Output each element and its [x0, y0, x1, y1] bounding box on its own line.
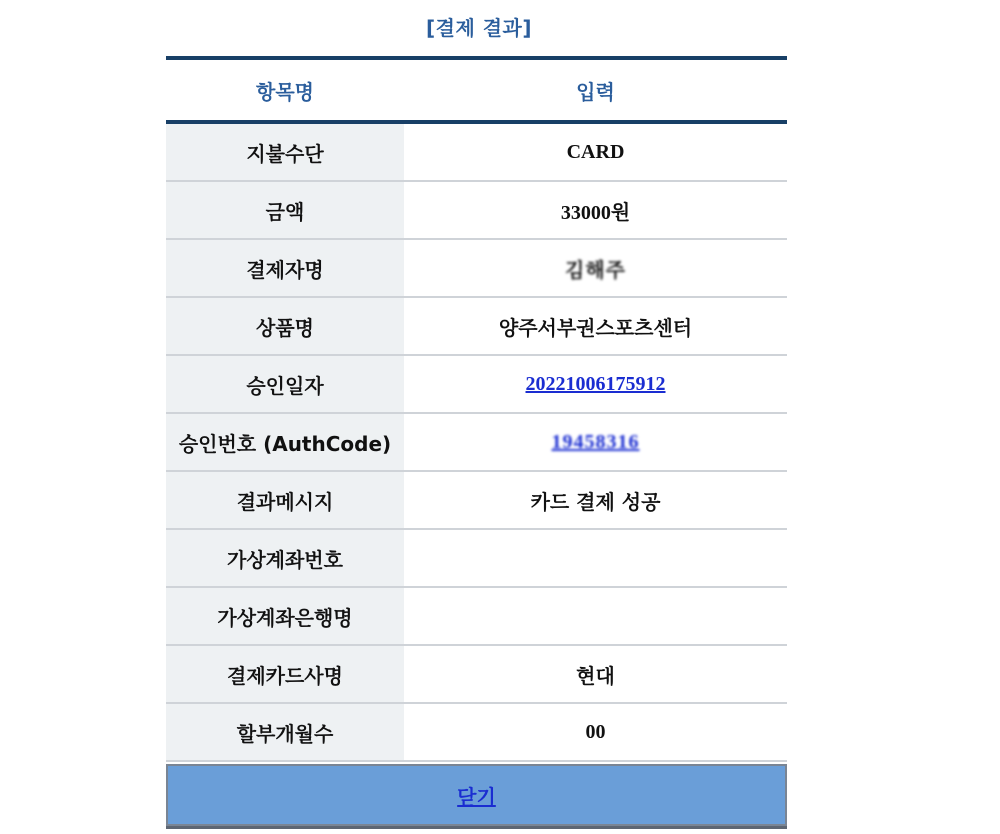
row-label-result-message: 결과메시지: [166, 471, 404, 529]
row-value-virtual-account-bank: [404, 587, 787, 645]
row-value-auth-code: [404, 413, 787, 471]
row-value-result-message: 카드 결제 성공: [404, 471, 787, 529]
column-header-item-name: 항목명: [166, 58, 404, 122]
table-row: [166, 529, 787, 587]
table-row: [166, 122, 787, 181]
table-row: [166, 413, 787, 471]
table-row: [166, 587, 787, 645]
auth-code-link[interactable]: 19458316: [551, 430, 640, 453]
payment-result-table: [166, 56, 787, 762]
row-label-approval-date: 승인일자: [166, 355, 404, 413]
table-row: [166, 471, 787, 529]
table-row: [166, 645, 787, 703]
row-label-virtual-account-bank: 가상계좌은행명: [166, 587, 404, 645]
table-header-row: [166, 58, 787, 122]
row-label-payment-method: 지불수단: [166, 122, 404, 181]
row-value-installment-months: 00: [404, 703, 787, 761]
row-value-card-company: 현대: [404, 645, 787, 703]
row-value-product-name: 양주서부권스포츠센터: [404, 297, 787, 355]
row-value-payer-name: [404, 239, 787, 297]
row-label-auth-code: 승인번호 (AuthCode): [166, 413, 404, 471]
row-label-amount: 금액: [166, 181, 404, 239]
approval-date-link[interactable]: 20221006175912: [525, 372, 666, 395]
close-bar[interactable]: [166, 764, 787, 826]
row-value-payment-method: CARD: [404, 122, 787, 181]
row-value-approval-date: [404, 355, 787, 413]
table-row: [166, 355, 787, 413]
payer-name-text: 김해주: [565, 257, 626, 282]
close-button[interactable]: 닫기: [457, 784, 496, 809]
row-label-payer-name: 결제자명: [166, 239, 404, 297]
table-row: [166, 703, 787, 761]
row-label-product-name: 상품명: [166, 297, 404, 355]
column-header-input: 입력: [404, 58, 787, 122]
table-row: [166, 181, 787, 239]
row-value-virtual-account-number: [404, 529, 787, 587]
page-title: [결제 결과]: [425, 16, 533, 40]
table-row: [166, 239, 787, 297]
row-label-virtual-account-number: 가상계좌번호: [166, 529, 404, 587]
table-row: [166, 297, 787, 355]
row-label-card-company: 결제카드사명: [166, 645, 404, 703]
row-value-amount: 33000원: [404, 181, 787, 239]
row-label-installment-months: 할부개월수: [166, 703, 404, 761]
